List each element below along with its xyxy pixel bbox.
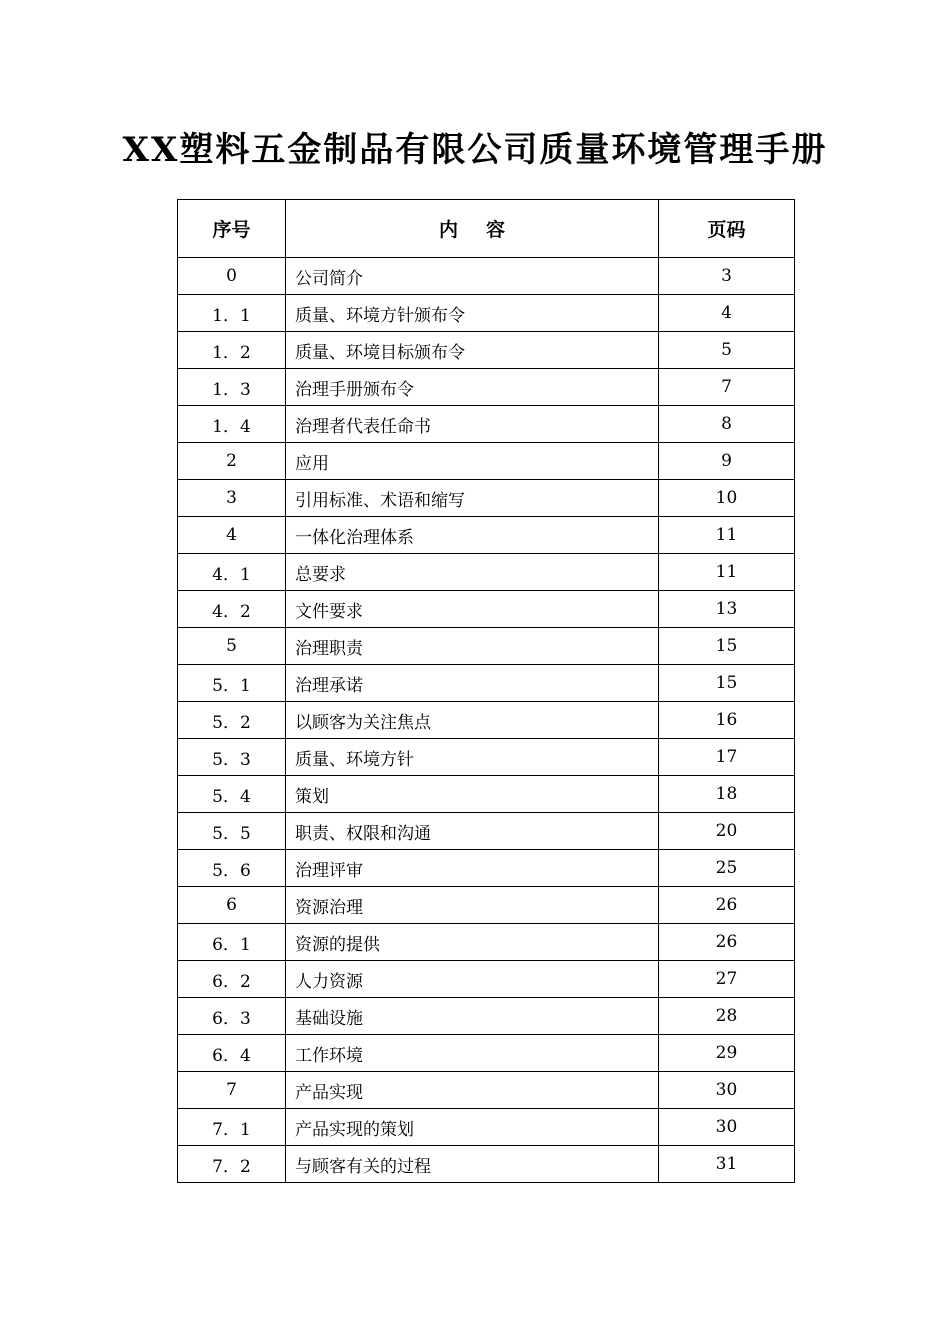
row-content: 质量、环境方针 <box>286 739 659 776</box>
row-page: 11 <box>659 554 795 591</box>
row-page: 4 <box>659 295 795 332</box>
row-number: 5．5 <box>178 813 286 850</box>
row-page: 15 <box>659 665 795 702</box>
row-number: 4．1 <box>178 554 286 591</box>
table-row <box>178 887 795 924</box>
table-row <box>178 702 795 739</box>
row-page: 18 <box>659 776 795 813</box>
row-content: 文件要求 <box>286 591 659 628</box>
row-page: 31 <box>659 1146 795 1183</box>
row-content: 基础设施 <box>286 998 659 1035</box>
table-row <box>178 628 795 665</box>
row-number: 3 <box>178 480 286 517</box>
table-row <box>178 1072 795 1109</box>
row-content: 公司简介 <box>286 258 659 295</box>
row-number: 6．4 <box>178 1035 286 1072</box>
row-number: 5．3 <box>178 739 286 776</box>
row-content: 工作环境 <box>286 1035 659 1072</box>
row-page: 26 <box>659 924 795 961</box>
row-number: 1．1 <box>178 295 286 332</box>
document-title: XX塑料五金制品有限公司质量环境管理手册 <box>122 130 828 170</box>
header-content: 内容 <box>286 200 659 258</box>
row-content: 与顾客有关的过程 <box>286 1146 659 1183</box>
row-page: 5 <box>659 332 795 369</box>
row-number: 1．2 <box>178 332 286 369</box>
table-row <box>178 369 795 406</box>
table-row <box>178 998 795 1035</box>
row-number: 6．2 <box>178 961 286 998</box>
row-page: 29 <box>659 1035 795 1072</box>
row-number: 7 <box>178 1072 286 1109</box>
row-number: 4 <box>178 517 286 554</box>
row-number: 5 <box>178 628 286 665</box>
table-row <box>178 258 795 295</box>
row-content: 职责、权限和沟通 <box>286 813 659 850</box>
table-row <box>178 406 795 443</box>
row-content: 产品实现的策划 <box>286 1109 659 1146</box>
row-page: 26 <box>659 887 795 924</box>
table-row <box>178 332 795 369</box>
table-row <box>178 554 795 591</box>
row-page: 7 <box>659 369 795 406</box>
row-content: 一体化治理体系 <box>286 517 659 554</box>
row-number: 5．1 <box>178 665 286 702</box>
row-number: 1．4 <box>178 406 286 443</box>
row-page: 13 <box>659 591 795 628</box>
row-content: 治理手册颁布令 <box>286 369 659 406</box>
row-content: 治理者代表任命书 <box>286 406 659 443</box>
table-row <box>178 443 795 480</box>
row-content: 治理评审 <box>286 850 659 887</box>
row-content: 以顾客为关注焦点 <box>286 702 659 739</box>
row-number: 5．6 <box>178 850 286 887</box>
row-page: 27 <box>659 961 795 998</box>
row-page: 20 <box>659 813 795 850</box>
toc-header-row <box>178 200 795 258</box>
row-page: 3 <box>659 258 795 295</box>
table-row <box>178 739 795 776</box>
row-number: 7．1 <box>178 1109 286 1146</box>
row-page: 8 <box>659 406 795 443</box>
table-row <box>178 665 795 702</box>
row-content: 人力资源 <box>286 961 659 998</box>
row-number: 1．3 <box>178 369 286 406</box>
row-content: 产品实现 <box>286 1072 659 1109</box>
row-page: 9 <box>659 443 795 480</box>
table-row <box>178 1146 795 1183</box>
row-content: 资源治理 <box>286 887 659 924</box>
row-page: 10 <box>659 480 795 517</box>
row-page: 11 <box>659 517 795 554</box>
table-row <box>178 1109 795 1146</box>
table-of-contents <box>177 199 795 1183</box>
toc-body <box>178 258 795 1183</box>
row-content: 策划 <box>286 776 659 813</box>
row-number: 6 <box>178 887 286 924</box>
row-number: 6．1 <box>178 924 286 961</box>
row-content: 质量、环境方针颁布令 <box>286 295 659 332</box>
row-page: 30 <box>659 1109 795 1146</box>
table-row <box>178 850 795 887</box>
row-number: 0 <box>178 258 286 295</box>
row-content: 治理职责 <box>286 628 659 665</box>
row-page: 30 <box>659 1072 795 1109</box>
row-content: 总要求 <box>286 554 659 591</box>
header-number: 序号 <box>178 200 286 258</box>
row-page: 15 <box>659 628 795 665</box>
table-row <box>178 776 795 813</box>
row-number: 7．2 <box>178 1146 286 1183</box>
row-number: 2 <box>178 443 286 480</box>
row-number: 5．4 <box>178 776 286 813</box>
row-number: 6．3 <box>178 998 286 1035</box>
table-row <box>178 961 795 998</box>
row-content: 质量、环境目标颁布令 <box>286 332 659 369</box>
header-page: 页码 <box>659 200 795 258</box>
row-content: 应用 <box>286 443 659 480</box>
table-row <box>178 1035 795 1072</box>
row-content: 引用标准、术语和缩写 <box>286 480 659 517</box>
row-page: 16 <box>659 702 795 739</box>
table-row <box>178 924 795 961</box>
row-page: 25 <box>659 850 795 887</box>
row-content: 治理承诺 <box>286 665 659 702</box>
row-page: 28 <box>659 998 795 1035</box>
row-number: 4．2 <box>178 591 286 628</box>
row-page: 17 <box>659 739 795 776</box>
table-row <box>178 813 795 850</box>
table-row <box>178 480 795 517</box>
table-row <box>178 295 795 332</box>
row-number: 5．2 <box>178 702 286 739</box>
table-row <box>178 517 795 554</box>
table-row <box>178 591 795 628</box>
row-content: 资源的提供 <box>286 924 659 961</box>
